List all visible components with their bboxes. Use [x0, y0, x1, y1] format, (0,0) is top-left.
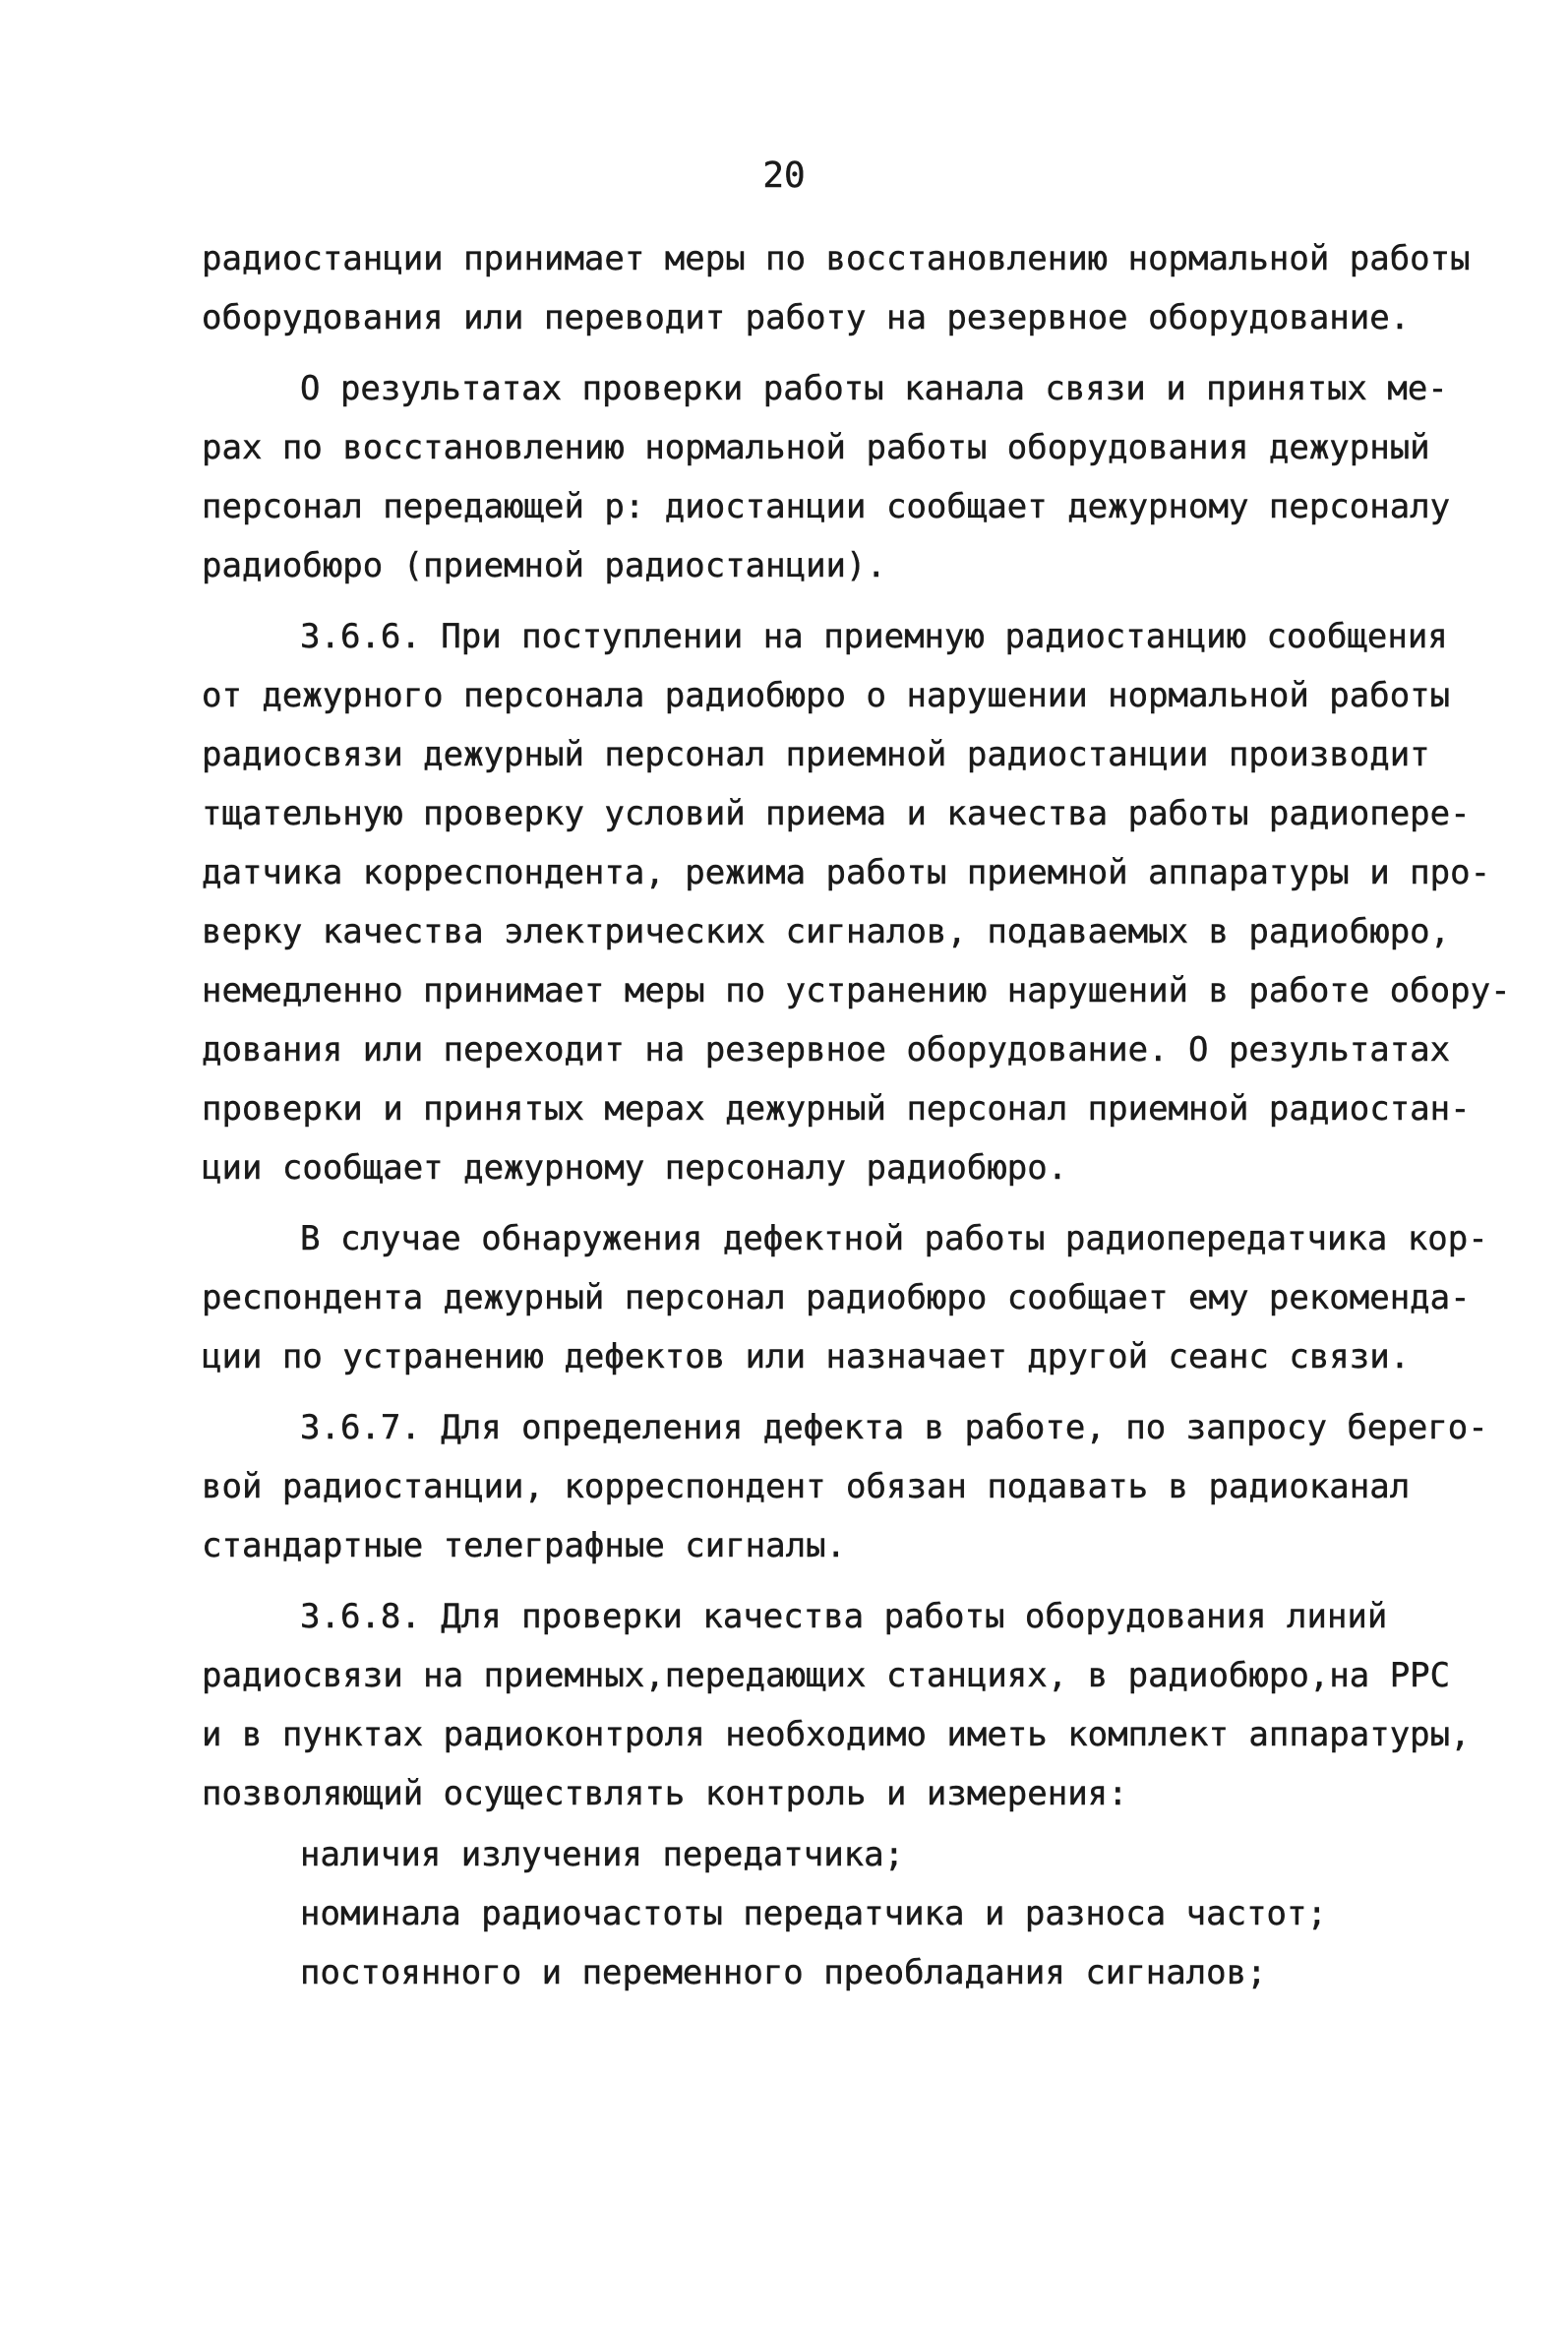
text-line: проверки и принятых мерах дежурный персонал приемной радиостан- [202, 1089, 1471, 1129]
text-line: радиосвязи дежурный персонал приемной радиостанции производит [202, 735, 1430, 774]
text-line: ции по устранению дефектов или назначает другой сеанс связи. [202, 1337, 1411, 1377]
text-line: тщательную проверку условий приема и качества работы радиопере- [202, 794, 1471, 833]
text-line: радиобюро (приемной радиостанции). [202, 546, 886, 585]
page-number: 20 [762, 155, 806, 196]
list-item: постоянного и переменного преобладания сигналов; [300, 1953, 1267, 1992]
list-item: наличия излучения передатчика; [300, 1835, 905, 1874]
text-line: дования или переходит на резервное оборудование. О результатах [202, 1030, 1451, 1070]
text-line: стандартные телеграфные сигналы. [202, 1526, 847, 1565]
text-line: радиостанции принимает меры по восстановлению нормальной работы [202, 239, 1471, 278]
text-line: вой радиостанции, корреспондент обязан подавать в радиоканал [202, 1467, 1411, 1506]
text-line: позволяющий осуществлять контроль и измерения: [202, 1774, 1128, 1813]
text-line: оборудования или переводит работу на резервное оборудование. [202, 298, 1411, 337]
text-line: О результатах проверки работы канала связи и принятых ме- [300, 369, 1448, 408]
text-line: радиосвязи на приемных,передающих станциях, в радиобюро,на РРС [202, 1656, 1451, 1695]
text-line: 3.6.6. При поступлении на приемную радиостанцию сообщения [300, 617, 1448, 656]
text-line: 3.6.7. Для определения дефекта в работе, по запросу берего- [300, 1408, 1488, 1447]
text-line: датчика корреспондента, режима работы приемной аппаратуры и про- [202, 853, 1491, 892]
text-line: рах по восстановлению нормальной работы оборудования дежурный [202, 428, 1430, 467]
text-line: 3.6.8. Для проверки качества работы оборудования линий [300, 1597, 1388, 1636]
text-line: В случае обнаружения дефектной работы радиопередатчика кор- [300, 1219, 1488, 1258]
list-item: номинала радиочастоты передатчика и разноса частот; [300, 1894, 1327, 1933]
text-line: верку качества электрических сигналов, подаваемых в радиобюро, [202, 912, 1451, 951]
text-line: персонал передающей р: диостанции сообщает дежурному персоналу [202, 487, 1451, 526]
text-line: от дежурного персонала радиобюро о нарушении нормальной работы [202, 676, 1451, 715]
text-line: ции сообщает дежурному персоналу радиобюро. [202, 1148, 1068, 1188]
text-line: немедленно принимает меры по устранению нарушений в работе обору- [202, 971, 1511, 1010]
text-line: и в пунктах радиоконтроля необходимо иметь комплект аппаратуры, [202, 1715, 1471, 1754]
text-line: респондента дежурный персонал радиобюро сообщает ему рекоменда- [202, 1278, 1471, 1317]
